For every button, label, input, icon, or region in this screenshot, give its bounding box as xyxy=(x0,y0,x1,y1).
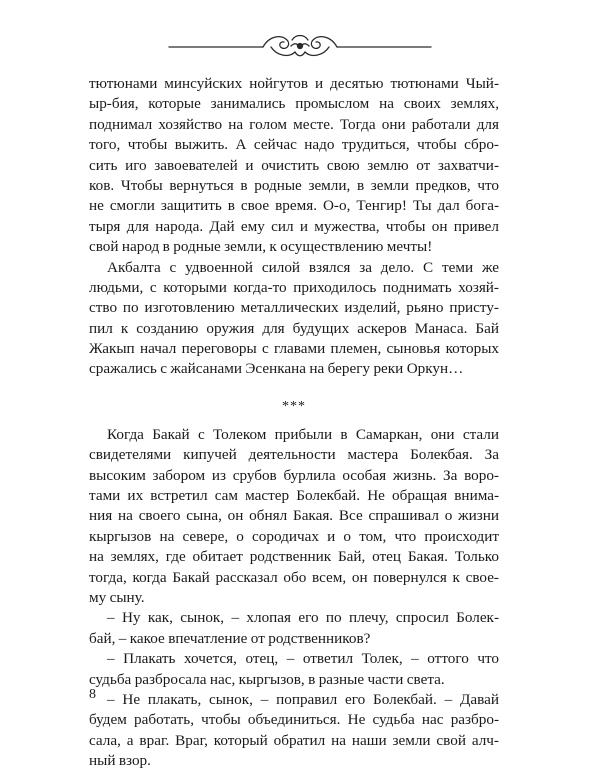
text-line: судьба разбросала нас, кыргызов, в разные части света. xyxy=(89,670,445,688)
paragraph-3 xyxy=(89,425,499,609)
text-line: му сыну. xyxy=(89,588,145,606)
text-line: тыря для народа. Дай ему сил и мужества, чтобы он привел xyxy=(89,217,499,235)
paragraph-1 xyxy=(89,74,499,258)
text-line: ния на своего сына, он обнял Бакая. Все спрашивал о жизни xyxy=(89,507,499,525)
paragraph-4 xyxy=(89,608,499,649)
page-number: 8 xyxy=(89,687,96,702)
text-line: пил к созданию оружия для будущих аскеров Манаса. Бай xyxy=(89,319,499,337)
text-line: тогда, когда Бакай рассказал обо всем, он повернулся к свое- xyxy=(89,568,499,586)
text-line: тами их встретил сам мастер Болекбай. Не обращая внима- xyxy=(89,487,499,505)
text-line: Жакып начал переговоры с главами племен, сыновья которых xyxy=(89,340,499,358)
text-line: ство по изготовлению металлических изделий, рьяно присту- xyxy=(89,299,499,317)
text-line: кыргызов на севере, о сородичах и о том, что происходит xyxy=(89,527,499,545)
text-line: поднимал хозяйство на голом месте. Тогда они работали для xyxy=(89,115,499,133)
decorative-flourish-icon xyxy=(167,30,433,64)
text-line: Акбалта с удвоенной силой взялся за дело. С теми же xyxy=(107,258,499,276)
text-line: – Плакать хочется, отец, – ответил Толек, – оттого что xyxy=(107,650,499,668)
text-line: Когда Бакай с Толеком прибыли в Самаркан, они стали xyxy=(107,425,499,443)
text-line: бай, – какое впечатление от родственников? xyxy=(89,629,371,647)
text-line: сала, а враг. Враг, который обратил на наши земли свой алч- xyxy=(89,731,499,749)
text-line: сражались с жайсанами Эсенкана на берегу реки Оркун… xyxy=(89,360,464,378)
text-line: будем работать, чтобы объединиться. Не судьба нас разбро- xyxy=(89,711,499,729)
paragraph-6 xyxy=(89,690,499,772)
text-line: ков. Чтобы вернуться в родные земли, в земли предков, что xyxy=(89,176,499,194)
text-line: свой народ в родные земли, к осуществлению мечты! xyxy=(89,238,433,256)
text-line: людьми, с которыми когда-то приходилось поднимать хозяй- xyxy=(89,278,499,296)
text-line: тютюнами минсуйских нойгутов и десятью тютюнами Чый- xyxy=(89,75,499,92)
page-text xyxy=(89,74,499,772)
text-line: не смогли защитить в свое время. О-о, Тенгир! Ты дал бога- xyxy=(89,197,499,215)
text-line: – Ну как, сынок, – хлопая его по плечу, спросил Болек- xyxy=(107,609,499,627)
text-line: ный взор. xyxy=(89,752,151,770)
text-line: свидетелями кипучей деятельности мастера Болекбая. За xyxy=(89,446,499,464)
text-line: того, чтобы выжить. А сейчас надо трудиться, чтобы сбро- xyxy=(89,136,499,154)
text-line: ыр-бия, которые занимались промыслом на своих землях, xyxy=(89,95,499,113)
text-line: сить иго завоевателей и очистить свою землю от захватчи- xyxy=(89,156,499,174)
paragraph-5 xyxy=(89,649,499,690)
text-line: на землях, где обитает родственник Бай, отец Бакая. Только xyxy=(89,548,499,566)
section-separator: *** xyxy=(282,398,306,414)
paragraph-2 xyxy=(89,258,499,380)
text-line: высоким забором из срубов бурлила особая жизнь. За воро- xyxy=(89,466,499,484)
text-line: – Не плакать, сынок, – поправил его Болекбай. – Давай xyxy=(107,690,499,708)
